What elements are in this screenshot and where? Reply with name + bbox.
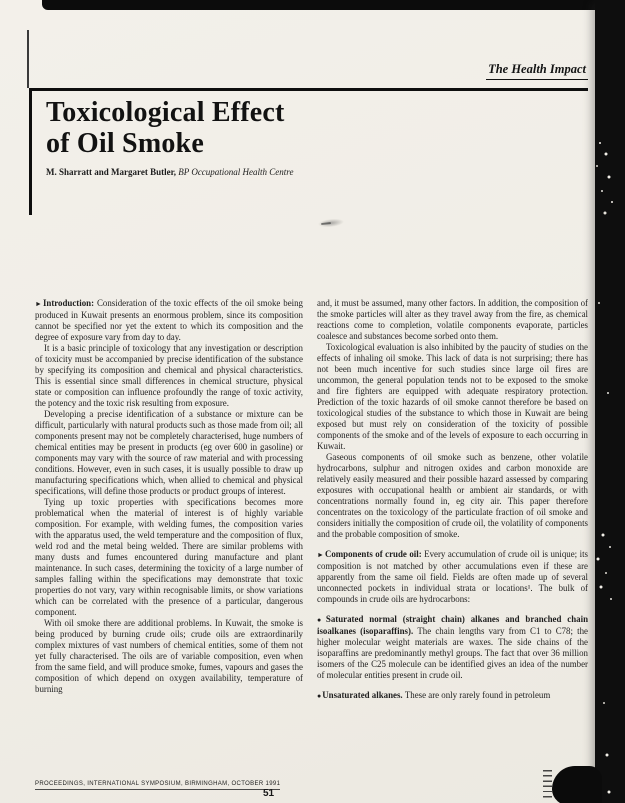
paragraph bbox=[35, 618, 303, 695]
run-in-heading: Components of crude oil: bbox=[324, 549, 425, 559]
bullet-item-unsaturated-alkanes bbox=[317, 690, 588, 702]
paragraph-text: Developing a precise identification of a substance or mixture can be difficult, particularly with natural products such as those made from oil; all components present may not be completely characterised, huge numbers of chemical entities may be present in products (eg over 600 in gasoline) or components may vary with the source of raw material and with processing conditions. However, even in such cases, it is usually possible to draw up manufacturing specifications which, when allied to chemical and physical specifications, will define those products or product groups of interest. bbox=[35, 409, 303, 496]
page-number: 51 bbox=[263, 788, 275, 799]
scan-artifact-top-bar bbox=[42, 0, 625, 10]
left-column bbox=[35, 298, 303, 702]
bullet-icon: ● bbox=[317, 692, 323, 700]
scan-artifact-hatch-marks bbox=[543, 770, 552, 801]
paragraph-components-of-crude-oil bbox=[317, 549, 588, 605]
bullet-icon: ● bbox=[317, 616, 326, 624]
section-arrow-icon: ► bbox=[35, 300, 43, 308]
paragraph-text: Every accumulation of crude oil is unique; its composition is not matched by other accumulations even if these are apparently from the same oil field. Fields are often made up of several unconnected pockets in individual strata or locations¹. The bulk of compounds in crude oils are hydrocarbons: bbox=[317, 549, 588, 604]
paragraph-introduction bbox=[35, 298, 303, 343]
paragraph-text: It is a basic principle of toxicology that any investigation or description of toxicity must be accompanied by precise identification of the substance by specifying its composition and chemical and physical characteristics. This is essential since small differences in chemical structure, physical state or composition can influence profoundly the range of toxic activity, the potency and the toxic risk resulting from exposure. bbox=[35, 343, 303, 408]
scan-smudge-dash bbox=[321, 222, 331, 225]
article-body bbox=[35, 298, 588, 702]
paragraph-text: These are only rarely found in petroleum bbox=[404, 690, 551, 700]
paragraph-text: Toxicological evaluation is also inhibited by the paucity of studies on the effects of inhaling oil smoke. This lack of data is not surprising; there has not been much incentive for such studies since large oil fires are uncommon, the general population tends not to be exposed to the smoke and fire fighters are equipped with adequate respiratory protection. Prediction of the toxic hazards of oil smoke cannot therefore be based on toxicological studies of the substance to which those in Kuwait are being exposed but must rely on consideration of the toxicity of possible components of the smoke and of the levels of exposure to each occurring in Kuwait. bbox=[317, 342, 588, 451]
bullet-lead: Unsaturated alkanes. bbox=[322, 690, 405, 700]
paragraph bbox=[317, 452, 588, 540]
byline bbox=[29, 167, 588, 177]
paragraph bbox=[317, 298, 588, 342]
scan-artifact-right-strip bbox=[595, 0, 625, 803]
scan-artifact-left-edge-line bbox=[27, 30, 29, 88]
page-title-line2: of Oil Smoke bbox=[46, 128, 204, 159]
byline-authors: M. Sharratt and Margaret Butler, bbox=[46, 167, 176, 177]
byline-affiliation: BP Occupational Health Centre bbox=[178, 167, 294, 177]
scan-dust-speckles bbox=[599, 142, 601, 144]
paragraph bbox=[35, 497, 303, 618]
paragraph bbox=[35, 409, 303, 497]
section-label: The Health Impact bbox=[486, 62, 588, 80]
bullet-lead: Saturated normal (straight chain) alkanes and branched chain isoalkanes (isoparaffins). bbox=[317, 614, 588, 636]
page-title-line1: Toxicological Effect bbox=[46, 97, 285, 128]
right-column bbox=[317, 298, 588, 702]
footer-proceedings-line: PROCEEDINGS, INTERNATIONAL SYMPOSIUM, BIRMINGHAM, OCTOBER 1991 bbox=[35, 781, 280, 790]
scan-artifact-ink-blob bbox=[552, 766, 602, 803]
section-arrow-icon: ► bbox=[317, 551, 325, 559]
bullet-item-saturated-alkanes bbox=[317, 614, 588, 681]
paragraph-text: Consideration of the toxic effects of the oil smoke being produced in Kuwait presents an enormous problem, since its composition cannot be specified nor yet the extent to which its composition and the degree of exposure vary from day to day. bbox=[35, 298, 303, 342]
paragraph-text: Tying up toxic properties with specifications becomes more problematical when the material of interest is of highly variable composition. For example, with welding fumes, the composition varies with the apparatus used, the weld temperature and the composition of flux, weld rod and the metal being welded. There are similar problems with many dusts and fumes encountered during manufacture and plant maintenance. In such cases, determining the toxicity of a large number of samples falling within the specifications may demonstrate that toxic properties do not vary, vary within recognisable limits, or show variations which can be correlated with the presence of a particular, dangerous component. bbox=[35, 497, 303, 617]
article-header bbox=[29, 88, 588, 177]
paragraph-text: Gaseous components of oil smoke such as benzene, other volatile hydrocarbons, sulphur and nitrogen oxides and carbon monoxide are relatively easily measured and their possible hazard assessed by comparing exposures with occupational health or ambient air standards, or with concentrations normally found in, eg city air. This paper therefore concentrates on the toxicology of the particulate fraction of oil smoke and considers initially the composition of crude oil, the volatility of components and the probable composition of smoke. bbox=[317, 452, 588, 539]
scan-smudge bbox=[318, 218, 345, 229]
page-title bbox=[29, 91, 588, 159]
paragraph-text: The chain lengths vary from C1 to C78; the higher molecular weight materials are waxes. The side chains of the isoparaffins are predominantly methyl groups. The fact that over 36 million isomers of the C25 molecule can be identified gives an idea of the number of molecular entities present in crude oil. bbox=[317, 626, 589, 680]
paragraph bbox=[35, 343, 303, 409]
paragraph bbox=[317, 342, 588, 452]
paragraph-text: With oil smoke there are additional problems. In Kuwait, the smoke is being produced by burning crude oils; crude oils are extraordinarily complex mixtures of vast numbers of chemical entities, some of them not yet fully characterised. The oils are of variable composition, even when from the same field, and will produce smoke, fumes, vapours and gases the composition of which depend on oxygen availability, temperature of burning bbox=[35, 618, 303, 694]
run-in-heading: Introduction: bbox=[42, 298, 97, 308]
paragraph-text: and, it must be assumed, many other factors. In addition, the composition of the smoke particles will alter as they travel away from the fire, as chemical reactions come to completion, volatile components evaporate, particles coalesce and substances become sorbed onto them. bbox=[317, 298, 588, 341]
